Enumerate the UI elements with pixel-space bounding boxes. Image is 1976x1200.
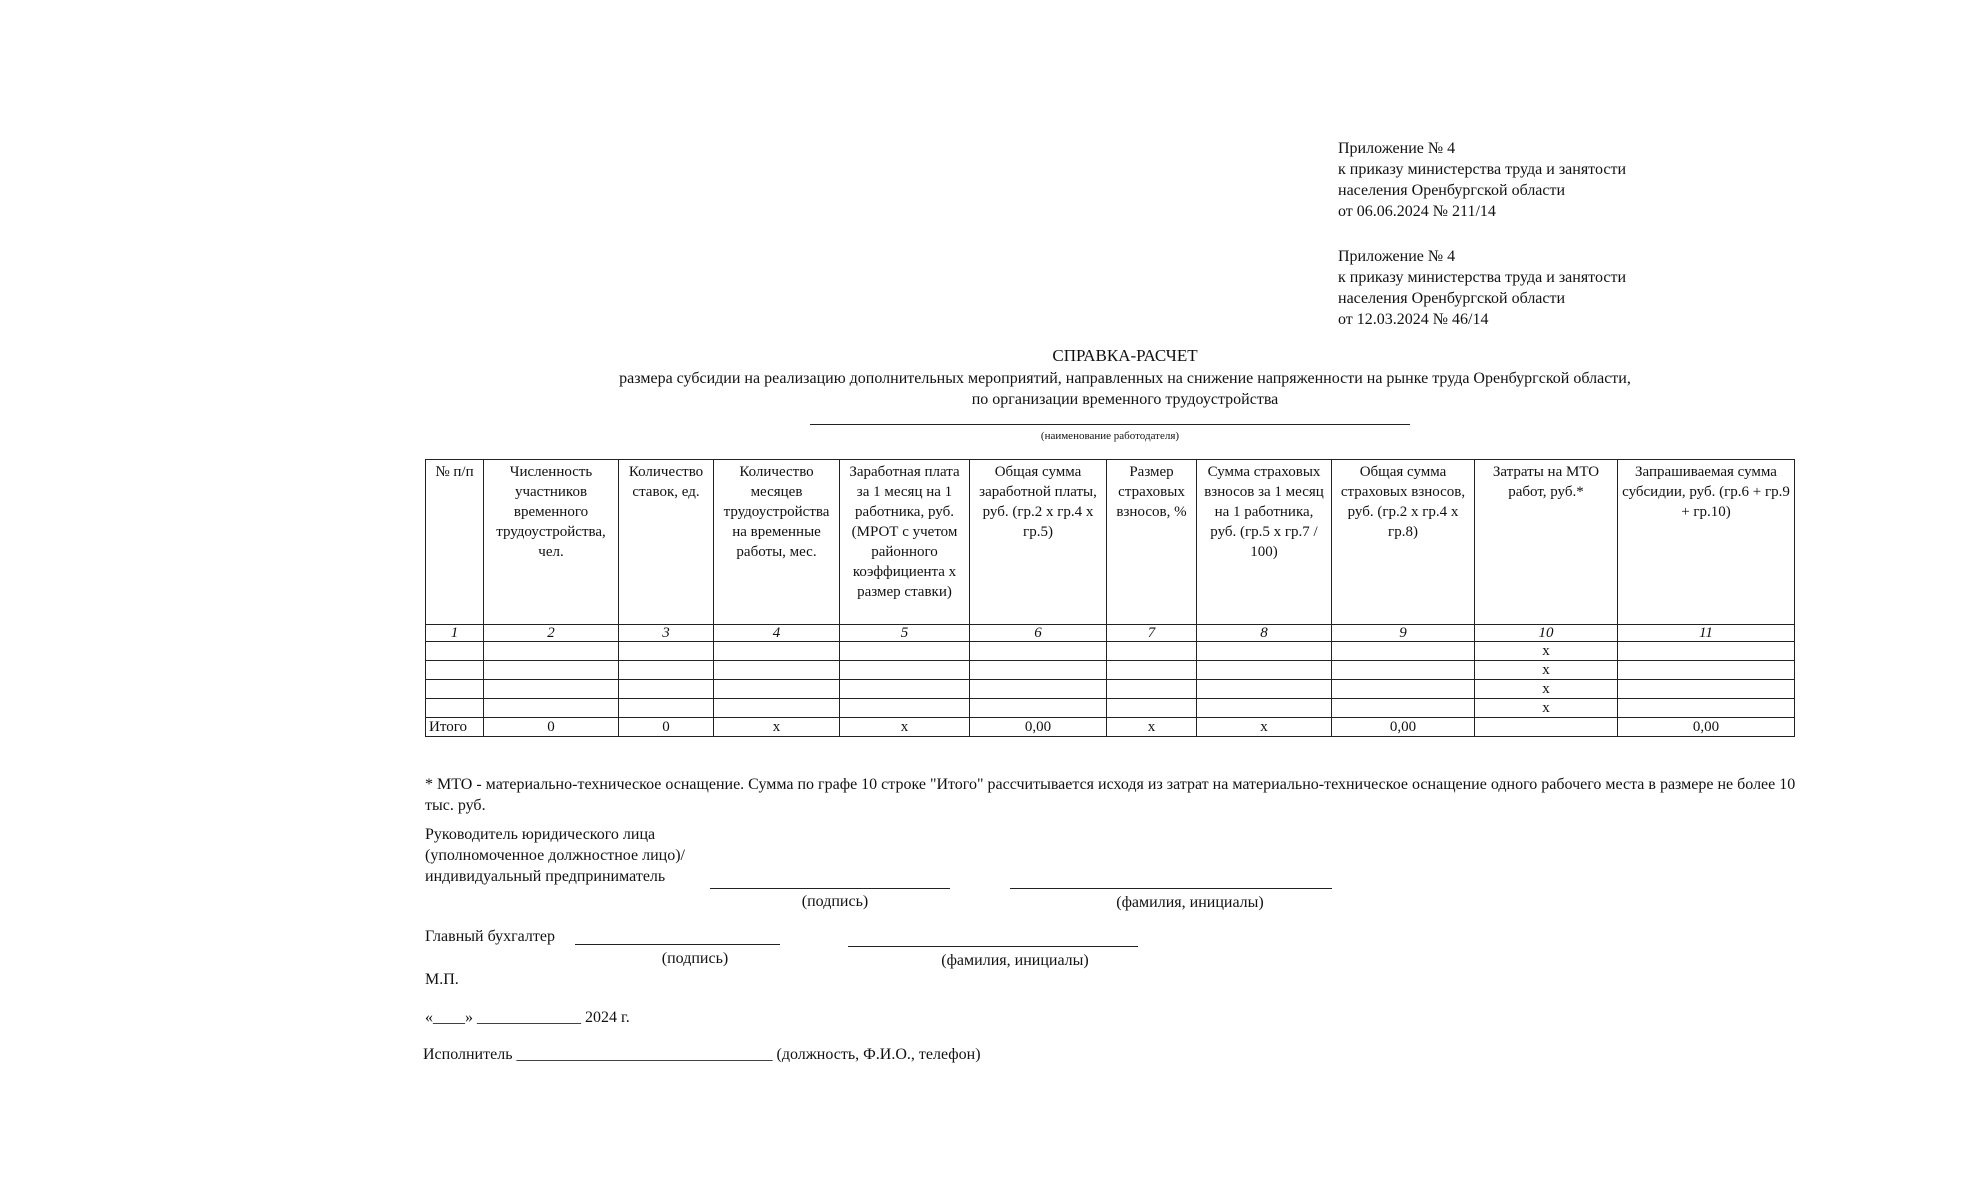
head-name-line[interactable] (1010, 888, 1332, 889)
table-cell[interactable] (1332, 680, 1475, 699)
signature-caption: (подпись) (661, 950, 729, 967)
table-cell[interactable] (484, 699, 619, 718)
total-label: Итого (426, 718, 484, 737)
appendix-region: населения Оренбургской области (1338, 182, 1566, 199)
accountant-name-line[interactable] (848, 946, 1138, 947)
column-number: 8 (1197, 625, 1332, 642)
accountant-label: Главный бухгалтер (425, 928, 555, 945)
appendix-order-ref: к приказу министерства труда и занятости (1338, 161, 1627, 178)
table-cell[interactable]: х (1475, 642, 1618, 661)
column-header: Количество ставок, ед. (619, 460, 714, 625)
column-header: Численность участников временного трудоустройства, чел. (484, 460, 619, 625)
column-number: 1 (426, 625, 484, 642)
table-cell[interactable] (1332, 699, 1475, 718)
column-number: 6 (970, 625, 1107, 642)
total-cell: 0 (619, 718, 714, 737)
column-header: Размер страховых взносов, % (1107, 460, 1197, 625)
total-cell: х (1197, 718, 1332, 737)
document-title: СПРАВКА-РАСЧЕТ (1052, 346, 1198, 365)
appendix-order-date: от 06.06.2024 № 211/14 (1338, 203, 1496, 220)
table-row (426, 680, 1795, 699)
footnote: * МТО - материально-техническое оснащение. Сумма по графе 10 строке "Итого" рассчитывается исходя из затрат на материально-техническое оснащение одного рабочего места в размере не более 10 тыс. руб. (425, 776, 1796, 814)
table-cell[interactable] (484, 680, 619, 699)
seal-label: М.П. (425, 971, 459, 988)
table-cell[interactable] (1197, 680, 1332, 699)
column-header: № п/п (426, 460, 484, 625)
table-cell[interactable] (1107, 661, 1197, 680)
table-cell[interactable] (714, 642, 840, 661)
total-cell: 0,00 (1618, 718, 1795, 737)
table-cell[interactable] (1332, 642, 1475, 661)
signature-caption: (подпись) (801, 893, 869, 910)
appendix-number: Приложение № 4 (1338, 248, 1456, 265)
table-row (426, 642, 1795, 661)
table-cell[interactable] (619, 699, 714, 718)
table-cell[interactable] (619, 680, 714, 699)
appendix-order-date: от 12.03.2024 № 46/14 (1338, 311, 1489, 328)
column-number: 4 (714, 625, 840, 642)
table-cell[interactable] (484, 661, 619, 680)
column-number: 5 (840, 625, 970, 642)
table-cell[interactable] (1107, 699, 1197, 718)
column-number: 9 (1332, 625, 1475, 642)
appendix-order-ref: к приказу министерства труда и занятости (1338, 269, 1627, 286)
table-cell[interactable] (619, 642, 714, 661)
table-cell[interactable] (1197, 699, 1332, 718)
table-cell[interactable] (970, 680, 1107, 699)
table-cell[interactable] (714, 661, 840, 680)
table-cell[interactable] (970, 699, 1107, 718)
executor-line[interactable]: Исполнитель ________________________________ (должность, Ф.И.О., телефон) (423, 1046, 981, 1063)
accountant-signature-line[interactable] (575, 944, 780, 945)
employer-name-line (810, 424, 1410, 425)
table-cell[interactable] (426, 661, 484, 680)
table-cell[interactable] (1107, 680, 1197, 699)
calculation-table (425, 459, 1795, 737)
column-number: 3 (619, 625, 714, 642)
table-cell[interactable] (1618, 642, 1795, 661)
table-cell[interactable] (426, 642, 484, 661)
appendix-region: населения Оренбургской области (1338, 290, 1566, 307)
column-header: Сумма страховых взносов за 1 месяц на 1 работника, руб. (гр.5 х гр.7 / 100) (1197, 460, 1332, 625)
appendix-number: Приложение № 4 (1338, 140, 1456, 157)
total-cell (1475, 718, 1618, 737)
table-row (426, 699, 1795, 718)
table-cell[interactable] (1197, 642, 1332, 661)
column-header: Запрашиваемая сумма субсидии, руб. (гр.6 + гр.9 + гр.10) (1618, 460, 1795, 625)
head-title-line: индивидуальный предприниматель (425, 868, 666, 885)
table-cell[interactable] (1107, 642, 1197, 661)
date-line[interactable]: «____» _____________ 2024 г. (425, 1009, 630, 1026)
column-number-row (426, 625, 1795, 642)
table-cell[interactable] (619, 661, 714, 680)
table-cell[interactable] (840, 642, 970, 661)
head-title-line: Руководитель юридического лица (425, 826, 656, 843)
total-cell: х (840, 718, 970, 737)
table-cell[interactable] (970, 642, 1107, 661)
column-header: Общая сумма заработной платы, руб. (гр.2 х гр.4 х гр.5) (970, 460, 1107, 625)
column-header: Общая сумма страховых взносов, руб. (гр.2 х гр.4 х гр.8) (1332, 460, 1475, 625)
total-cell: х (1107, 718, 1197, 737)
column-header: Заработная плата за 1 месяц на 1 работника, руб. (МРОТ с учетом районного коэффициента х размер ставки) (840, 460, 970, 625)
table-cell[interactable] (426, 699, 484, 718)
head-signature-line[interactable] (710, 888, 950, 889)
employer-caption: (наименование работодателя) (1040, 430, 1180, 442)
column-number: 10 (1475, 625, 1618, 642)
table-cell[interactable] (1197, 661, 1332, 680)
total-cell: 0 (484, 718, 619, 737)
appendix-previous-order (1338, 246, 1626, 330)
head-title-line: (уполномоченное должностное лицо)/ (425, 847, 685, 864)
column-header: Затраты на МТО работ, руб.* (1475, 460, 1618, 625)
total-cell: 0,00 (970, 718, 1107, 737)
table-cell[interactable] (970, 661, 1107, 680)
appendix-current-order (1338, 138, 1626, 222)
total-row (426, 718, 1795, 737)
table-row (426, 661, 1795, 680)
table-cell[interactable]: х (1475, 699, 1618, 718)
table-cell[interactable] (840, 661, 970, 680)
table-cell[interactable] (426, 680, 484, 699)
head-signature-label (425, 824, 685, 887)
table-cell[interactable] (1618, 680, 1795, 699)
table-cell[interactable] (840, 699, 970, 718)
column-number: 2 (484, 625, 619, 642)
column-header: Количество месяцев трудоустройства на временные работы, мес. (714, 460, 840, 625)
table-cell[interactable] (1332, 661, 1475, 680)
table-header-row (426, 460, 1795, 625)
document-subtitle: размера субсидии на реализацию дополнительных мероприятий, направленных на снижение напряженности на рынке труда Оренбургской области, (619, 370, 1631, 387)
total-cell: х (714, 718, 840, 737)
table-cell[interactable] (484, 642, 619, 661)
column-number: 11 (1618, 625, 1795, 642)
table-cell[interactable] (1618, 699, 1795, 718)
column-number: 7 (1107, 625, 1197, 642)
name-caption: (фамилия, инициалы) (941, 952, 1089, 969)
table-cell[interactable]: х (1475, 680, 1618, 699)
document-subtitle-2: по организации временного трудоустройства (971, 391, 1279, 408)
table-cell[interactable]: х (1475, 661, 1618, 680)
table-cell[interactable] (714, 680, 840, 699)
table-cell[interactable] (714, 699, 840, 718)
table-cell[interactable] (1618, 661, 1795, 680)
name-caption: (фамилия, инициалы) (1116, 894, 1264, 911)
table-cell[interactable] (840, 680, 970, 699)
total-cell: 0,00 (1332, 718, 1475, 737)
